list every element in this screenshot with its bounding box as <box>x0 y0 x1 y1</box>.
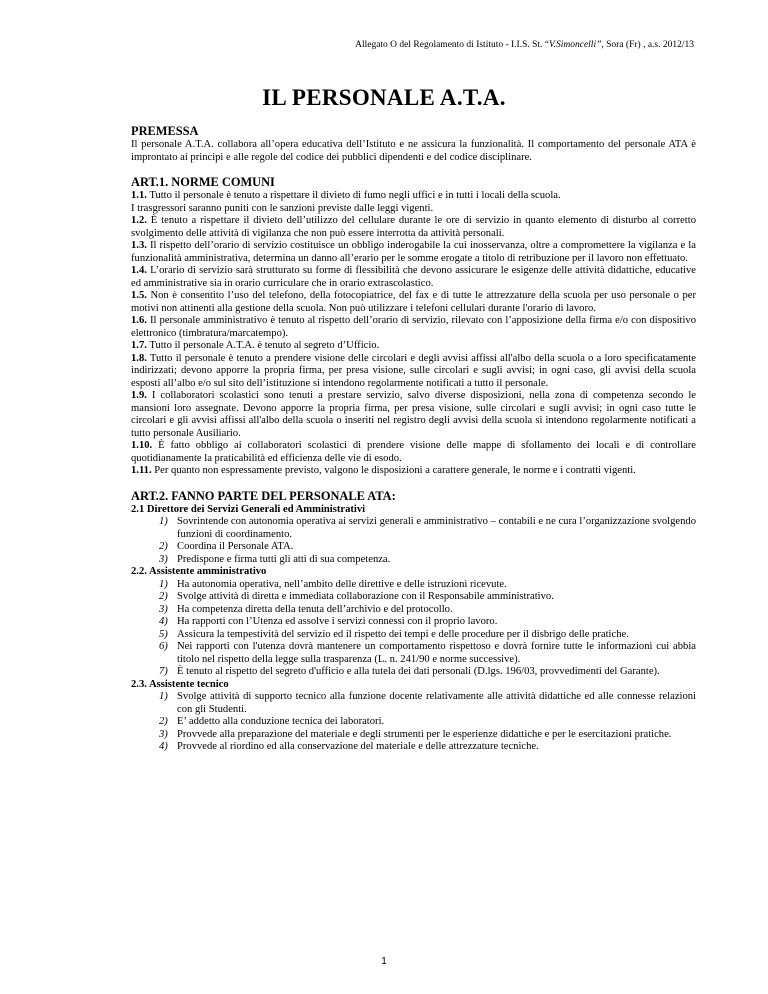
art2-list <box>131 504 696 754</box>
list-item-number: 3) <box>159 728 168 740</box>
list-item <box>131 666 696 679</box>
list-item <box>131 604 696 617</box>
art1-heading: ART.1. NORME COMUNI <box>131 175 275 189</box>
art1-paragraph <box>131 203 696 216</box>
list-item <box>131 554 696 567</box>
paragraph-text: Tutto il personale è tenuto a rispettare il divieto di fumo negli uffici e in tutti i locali della scuola. <box>146 190 561 201</box>
paragraph-number: 1.6. <box>131 315 147 326</box>
list-item-text: Svolge attività di supporto tecnico alla funzione docente relativamente alle attività didattiche ed alle connesse relazioni con gli Studenti. <box>177 691 696 715</box>
list-item-number: 1) <box>159 578 168 590</box>
list-item-text: Svolge attività di diretta e immediata collaborazione con il Responsabile amministrativo. <box>177 591 554 602</box>
art1-paragraph <box>131 215 696 240</box>
list-item-number: 4) <box>159 741 168 752</box>
list-item-text: Predispone e firma tutti gli atti di sua competenza. <box>177 553 391 565</box>
art1-paragraph <box>131 290 696 315</box>
list-item <box>131 541 696 554</box>
paragraph-text: Il personale amministrativo è tenuto al rispetto dell’orario di servizio, rilevato con l’apposizione della firma e/o con dispositivo elettronico (timbratura/marcatempo). <box>131 315 696 339</box>
page-number: 1 <box>381 956 387 967</box>
paragraph-number: 1.4. <box>131 265 147 276</box>
list-item <box>131 741 696 754</box>
list-item-text: Provvede al riordino ed alla conservazione del materiale e delle attrezzature tecniche. <box>177 741 539 752</box>
header-school-name: V.Simoncelli” <box>549 40 602 50</box>
art1-paragraph <box>131 265 696 290</box>
list-item-text: È tenuto al rispetto del segreto d'ufficio e alla tutela dei dati personali (D.lgs. 196/03, provvedimenti del Garante). <box>177 666 660 677</box>
list-item <box>131 641 696 666</box>
list-item-number: 6) <box>159 641 168 652</box>
list-item-text: Provvede alla preparazione del materiale e degli strumenti per le esperienze didattiche e per le esercitazioni pratiche. <box>177 728 672 740</box>
list-item-number: 3) <box>159 553 168 565</box>
art1-paragraph <box>131 340 696 353</box>
paragraph-text: I trasgressori saranno puniti con le sanzioni previste dalle leggi vigenti. <box>131 202 434 214</box>
page-header <box>355 40 694 50</box>
paragraph-number: 1.2. <box>131 215 147 226</box>
art1-list <box>131 190 696 478</box>
paragraph-number: 1.9. <box>131 390 147 401</box>
list-item <box>131 691 696 716</box>
paragraph-number: 1.5. <box>131 290 147 301</box>
list-item-number: 5) <box>159 628 168 640</box>
list-item-text: Sovrintende con autonomia operativa ai servizi generali e amministrativo – contabili e ne cura l’organizzazione svolgendo funzioni di coordinamento. <box>177 516 696 540</box>
paragraph-text: Tutto il personale A.T.A. è tenuto al segreto d’Ufficio. <box>146 340 380 351</box>
art2-subsection-list <box>131 516 696 566</box>
art1-paragraph <box>131 440 696 465</box>
art2-subsection-list <box>131 691 696 754</box>
paragraph-number: 1.3. <box>131 240 147 251</box>
list-item-text: Ha rapporti con l’Utenza ed assolve i servizi connessi con il proprio lavoro. <box>177 616 498 627</box>
art2-subsection-list <box>131 579 696 679</box>
list-item-text: Ha competenza diretta della tenuta dell’archivio e del protocollo. <box>177 603 453 615</box>
list-item <box>131 729 696 742</box>
list-item-text: Ha autonomia operativa, nell’ambito delle direttive e delle istruzioni ricevute. <box>177 578 507 590</box>
list-item-number: 2) <box>159 541 168 552</box>
paragraph-number: 1.7. <box>131 340 147 351</box>
art1-paragraph <box>131 190 696 203</box>
list-item <box>131 579 696 592</box>
list-item <box>131 629 696 642</box>
list-item-text: Assicura la tempestività del servizio ed il rispetto dei tempi e delle procedure per il disbrigo delle pratiche. <box>177 628 629 640</box>
art1-paragraph <box>131 465 696 478</box>
paragraph-text: Per quanto non espressamente previsto, valgono le disposizioni a carattere generale, le norme e i contratti vigenti. <box>151 465 636 476</box>
paragraph-text: È fatto obbligo ai collaboratori scolastici di prendere visione delle mappe di sfollamento dei locali e di controllare quotidianamente la praticabilità ed efficienza delle vie di esodo. <box>131 440 696 464</box>
list-item <box>131 716 696 729</box>
header-text: Allegato O del Regolamento di Istituto - I.I.S. St. “ <box>355 40 550 50</box>
header-text-end: , Sora (Fr) , a.s. 2012/13 <box>601 40 694 50</box>
list-item-text: E’ addetto alla conduzione tecnica dei laboratori. <box>177 716 385 727</box>
list-item <box>131 616 696 629</box>
list-item <box>131 516 696 541</box>
list-item-number: 2) <box>159 591 168 602</box>
art1-paragraph <box>131 353 696 391</box>
paragraph-text: Non è consentito l’uso del telefono, della fotocopiatrice, del fax e di tutte le attrezzature della scuola per uso personale o per motivi non attinenti alla gestione della scuola. Non può utilizzare i telefoni cellulari durante l'orario di lavoro. <box>131 290 696 314</box>
art1-paragraph <box>131 240 696 265</box>
list-item-text: Nei rapporti con l'utenza dovrà mantenere un comportamento rispettoso e dovrà fornire tutte le informazioni cui abbia titolo nel rispetto della legge sulla trasparenza (L. n. 241/90 e norme successive). <box>177 641 696 665</box>
list-item-number: 2) <box>159 716 168 727</box>
paragraph-number: 1.10. <box>131 440 153 451</box>
page-title: IL PERSONALE A.T.A. <box>262 85 506 110</box>
paragraph-number: 1.8. <box>131 352 147 364</box>
art2-subsection-heading: 2.2. Assistente amministrativo <box>131 566 267 577</box>
list-item-number: 1) <box>159 691 168 702</box>
paragraph-text: Tutto il personale è tenuto a prendere visione delle circolari e degli avvisi affissi all'albo della scuola o a loro specificatamente indirizzati; devono apporre la propria firma, per presa visione, sulle circolari e sugli avvisi; in ogni caso, gli avvisi della scuola esposti all’albo e/o sul sito dell’istituzione si intendono regolarmente notificati a tutto il personale. <box>131 352 696 389</box>
paragraph-text: Il rispetto dell’orario di servizio costituisce un obbligo inderogabile la cui inosservanza, oltre a compromettere la vigilanza e la funzionalità amministrativa, determina un danno all’erario per le somme erogate a titolo di retribuzione per il lavoro non effettuato. <box>131 240 696 264</box>
art2-subsection-heading: 2.3. Assistente tecnico <box>131 678 229 690</box>
list-item-number: 7) <box>159 666 168 677</box>
paragraph-text: L’orario di servizio sarà strutturato su forme di flessibilità che devono assicurare le esigenze delle attività didattiche, educative ed amministrative sia in orario curriculare che in orario extrascolastico. <box>131 265 696 289</box>
paragraph-text: È tenuto a rispettare il divieto dell’utilizzo del cellulare durante le ore di servizio in quanto elemento di disturbo al corretto svolgimento delle attività di vigilanza che non può essere interrotta da attività personali. <box>131 215 696 239</box>
premessa-heading: PREMESSA <box>131 124 199 138</box>
list-item-text: Coordina il Personale ATA. <box>177 541 294 552</box>
document-body <box>131 124 696 754</box>
premessa-text: Il personale A.T.A. collabora all’opera educativa dell’Istituto e ne assicura la funzionalità. Il comportamento del personale ATA è improntato ai principi e alle regole del codice dei pubblici dipendenti e del codice disciplinare. <box>131 139 696 163</box>
art1-paragraph <box>131 315 696 340</box>
list-item-number: 4) <box>159 616 168 627</box>
list-item-number: 1) <box>159 516 168 527</box>
paragraph-number: 1.11. <box>131 465 152 476</box>
list-item-number: 3) <box>159 603 168 615</box>
paragraph-text: I collaboratori scolastici sono tenuti a prestare servizio, salvo diverse disposizioni, nella zona di competenza secondo le mansioni loro assegnate. Devono apporre la propria firma, per presa visione, sulle circolari e sugli avvisi; in ogni caso tutte le circolari e gli avvisi affissi all'albo della scuola o inseriti nel registro degli avvisi della scuola si intendono regolarmente notificati a tutto personale Ausiliario. <box>131 390 696 439</box>
art2-heading: ART.2. FANNO PARTE DEL PERSONALE ATA: <box>131 488 396 503</box>
art2-subsection-heading: 2.1 Direttore dei Servizi Generali ed Amministrativi <box>131 503 366 515</box>
art1-paragraph <box>131 390 696 440</box>
paragraph-number: 1.1. <box>131 190 147 201</box>
list-item <box>131 591 696 604</box>
